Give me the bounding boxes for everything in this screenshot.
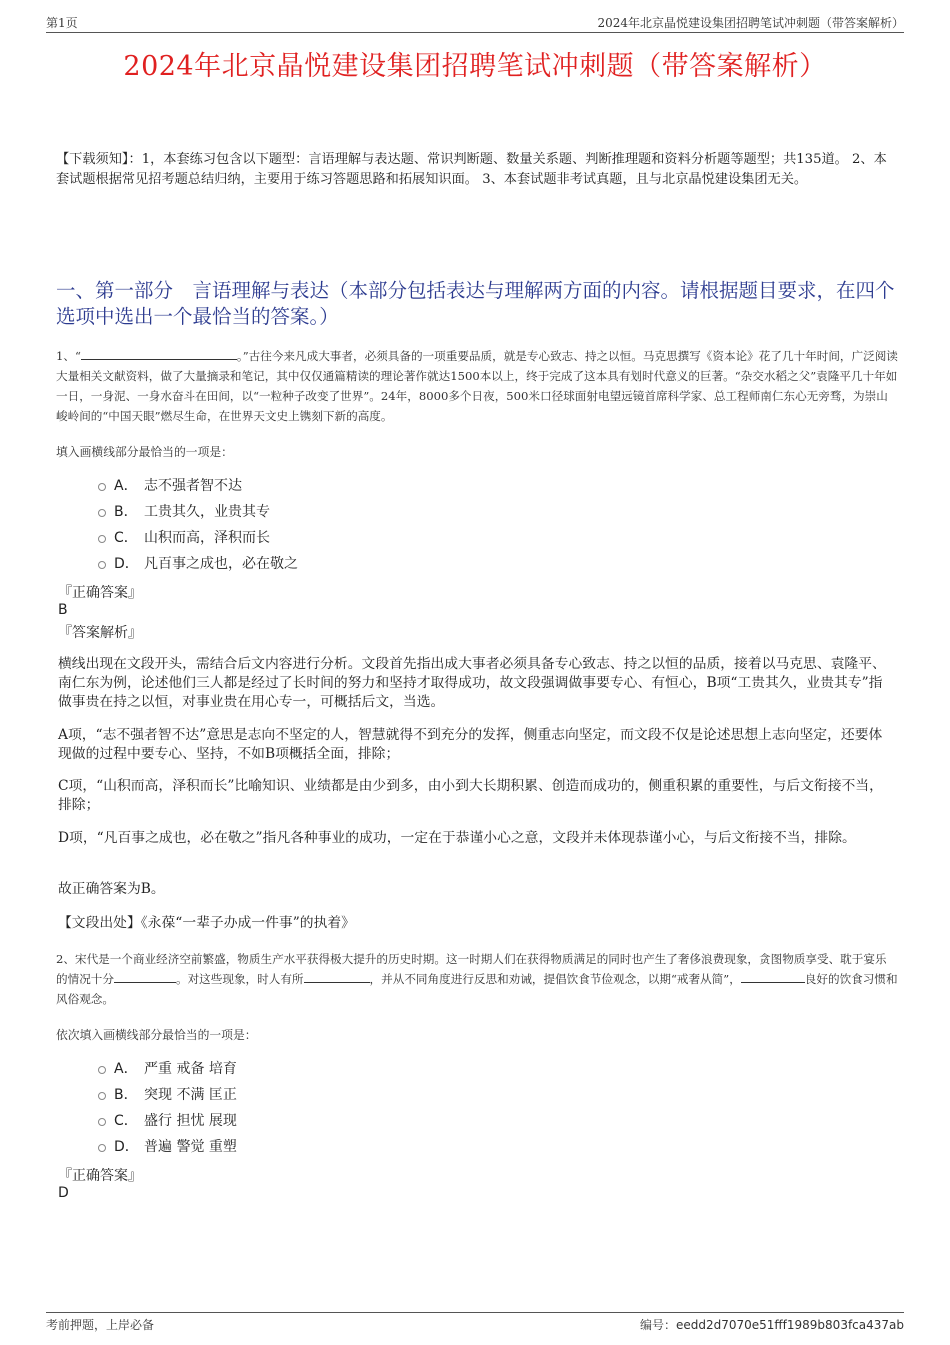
question-2-options <box>98 1055 237 1159</box>
option-b[interactable] <box>98 498 298 524</box>
analysis-paragraph: C项，“山积而高，泽积而长”比喻知识、业绩都是由少到多，由小到大长期积累、创造而成功的，侧重积累的重要性，与后文衔接不当，排除； <box>58 778 883 813</box>
radio-icon[interactable] <box>98 1144 106 1152</box>
analysis-paragraph: A项，“志不强者智不达”意思是志向不坚定的人，智慧就得不到充分的发挥，侧重志向坚定，而文段不仅是论述思想上志向坚定，还要体现做的过程中要专心、坚持，不如B项概括全面，排除； <box>58 727 883 762</box>
option-text: 突现 不满 匡正 <box>144 1087 237 1103</box>
option-letter: C． <box>114 1113 138 1129</box>
page-header <box>46 14 904 33</box>
option-c[interactable] <box>98 524 298 550</box>
option-a[interactable] <box>98 472 298 498</box>
footer-code-label: 编号： <box>639 1318 676 1332</box>
document-title: 2024年北京晶悦建设集团招聘笔试冲刺题（带答案解析） <box>123 51 827 82</box>
footer-code <box>640 1316 904 1333</box>
question-2-blank <box>114 970 176 983</box>
question-2-part4: 良好的饮食习惯和风俗观念。 <box>56 972 898 1006</box>
option-text: 凡百事之成也，必在敬之 <box>144 556 298 572</box>
option-letter: D． <box>114 556 139 572</box>
option-text: 志不强者智不达 <box>144 478 242 494</box>
option-b[interactable] <box>98 1081 237 1107</box>
radio-icon[interactable] <box>98 1092 106 1100</box>
question-1-body: 。”古往今来凡成大事者，必须具备的一项重要品质，就是专心致志、持之以恒。马克思撰写《资本论》花了几十年时间，广泛阅读大量相关文献资料，做了大量摘录和笔记，其中仅仅通篇精读的理论著作就达1500本以上，终于完成了这本具有划时代意义的巨著。“杂交水稻之父”袁隆平几十年如一日，一身泥、一身水奋斗在田间，以“一粒种子改变了世界”。24年，8000多个日夜，500米口径球面射电望远镜首席科学家、总工程师南仁东心无旁骛，为崇山峻岭间的“中国天眼”燃尽生命，在世界天文史上镌刻下新的高度。 <box>56 349 898 423</box>
footer-code-value: eedd2d7070e51fff1989b803fca437ab <box>675 1318 904 1332</box>
option-letter: C． <box>114 530 138 546</box>
option-letter: A． <box>114 478 138 494</box>
option-d[interactable] <box>98 1133 237 1159</box>
download-notice: 【下载须知】：1，本套练习包含以下题型：言语理解与表达题、常识判断题、数量关系题、判断推理题和资料分析题等题型；共135道。 2、本套试题根据常见招考题总结归纳，主要用于练习答题思路和拓展知识面。 3、本套试题非考试真题，且与北京晶悦建设集团无关。 <box>56 152 887 187</box>
question-1-blank <box>81 347 237 360</box>
option-letter: D． <box>114 1139 139 1155</box>
correct-answer-label: 『正确答案』 <box>58 585 142 601</box>
correct-answer: B <box>58 602 68 618</box>
analysis-paragraph: 横线出现在文段开头，需结合后文内容进行分析。文段首先指出成大事者必须具备专心致志、持之以恒的品质，接着以马克思、袁隆平、南仁东为例，论述他们三人都是经过了长时间的努力和坚持才取得成功，故文段强调做事要专心、有恒心，B项“工贵其久，业贵其专”指做事贵在持之以恒，对事业贵在用心专一，可概括后文，当选。 <box>58 656 886 710</box>
radio-icon[interactable] <box>98 483 106 491</box>
question-2-text <box>56 949 898 1009</box>
option-d[interactable] <box>98 550 298 576</box>
option-text: 工贵其久，业贵其专 <box>144 504 270 520</box>
option-letter: B． <box>114 1087 138 1103</box>
question-2-blank <box>304 970 370 983</box>
header-doc-title: 2024年北京晶悦建设集团招聘笔试冲刺题（带答案解析） <box>597 16 904 30</box>
page-footer <box>46 1312 904 1335</box>
analysis-paragraph: D项，“凡百事之成也，必在敬之”指凡各种事业的成功，一定在于恭谨小心之意，文段并未体现恭谨小心，与后文衔接不当，排除。 <box>58 830 856 846</box>
radio-icon[interactable] <box>98 561 106 569</box>
question-1-text <box>56 346 898 426</box>
footer-slogan: 考前押题，上岸必备 <box>46 1318 155 1332</box>
option-letter: B． <box>114 504 138 520</box>
question-1-prompt: 填入画横线部分最恰当的一项是： <box>56 445 233 459</box>
question-2-blank <box>741 970 805 983</box>
question-2-part3: ，并从不同角度进行反思和劝诫，提倡饮食节俭观念，以期“戒奢从简”， <box>369 972 741 986</box>
option-text: 严重 戒备 培育 <box>144 1061 237 1077</box>
radio-icon[interactable] <box>98 509 106 517</box>
question-1-prefix: 1、“ <box>56 349 81 363</box>
analysis-conclusion: 故正确答案为B。 <box>58 881 165 897</box>
passage-source: 【文段出处】《永葆“一辈子办成一件事”的执着》 <box>58 915 355 931</box>
option-a[interactable] <box>98 1055 237 1081</box>
radio-icon[interactable] <box>98 1118 106 1126</box>
option-text: 盛行 担忧 展现 <box>144 1113 237 1129</box>
analysis-label: 『答案解析』 <box>58 625 142 641</box>
correct-answer-label: 『正确答案』 <box>58 1168 142 1184</box>
section-title: 一、第一部分 言语理解与表达（本部分包括表达与理解两方面的内容。请根据题目要求，在四个选项中选出一个最恰当的答案。） <box>56 279 895 328</box>
option-text: 山积而高，泽积而长 <box>144 530 270 546</box>
page-number: 第1页 <box>46 16 78 30</box>
question-2-part1: 2、宋代是一个商业经济空前繁盛，物质生产水平获得极大提升的历史时期。这一时期人们在获得物质满足的同时也产生了奢侈浪费现象，贪图物质享受、耽于宴乐的情况十分 <box>56 952 887 986</box>
correct-answer: D <box>58 1185 69 1201</box>
question-2-prompt: 依次填入画横线部分最恰当的一项是： <box>56 1028 257 1042</box>
option-text: 普遍 警觉 重塑 <box>144 1139 237 1155</box>
option-c[interactable] <box>98 1107 237 1133</box>
question-1-options <box>98 472 298 576</box>
option-letter: A． <box>114 1061 138 1077</box>
radio-icon[interactable] <box>98 1066 106 1074</box>
question-2-part2: 。对这些现象，时人有所 <box>175 972 304 986</box>
radio-icon[interactable] <box>98 535 106 543</box>
